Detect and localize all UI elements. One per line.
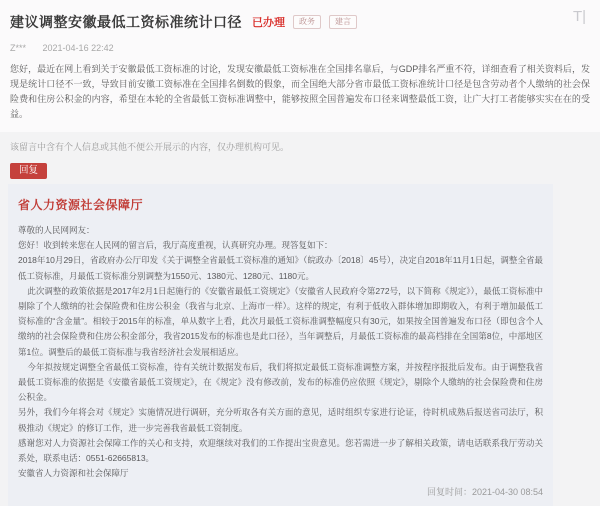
- reply-time: 回复时间：2021-04-30 08:54: [426, 487, 543, 498]
- reply-panel: [8, 184, 553, 506]
- reply-paragraph: 另外，我们今年将会对《规定》实施情况进行调研，充分听取各有关方面的意见，适时组织专家进行论证，待时机成熟后报送省司法厅，积极推动《规定》的修订工作，进一步完善我省最低工资制度。: [18, 407, 543, 433]
- post-card: [0, 0, 600, 132]
- reply-department: 省人力资源社会保障厅: [18, 198, 144, 212]
- reply-paragraph: 今年拟按规定调整全省最低工资标准，待有关统计数据发布后，我们将拟定最低工资标准调整方案，并按程序报批后发布。由于调整我省最低工资标准的依据是《安徽省最低工资规定》，在《规定》没有修改前，发布的标准仍应依照《规定》，剔除个人缴纳的社会保险费和住房公积金。: [18, 361, 543, 403]
- privacy-note: 该留言中含有个人信息或其他不便公开展示的内容，仅办理机构可见。: [10, 142, 290, 152]
- tag-type[interactable]: 建言: [329, 15, 357, 29]
- reply-badge: 回复: [10, 163, 47, 179]
- reply-paragraph: 感谢您对人力资源社会保障工作的关心和支持，欢迎继续对我们的工作提出宝贵意见。您若需进一步了解相关政策，请电话联系我厅劳动关系处，联系电话：0551-62665813。: [18, 437, 543, 464]
- reply-paragraph: 2018年10月29日，省政府办公厅印发《关于调整全省最低工资标准的通知》（皖政办〔2018〕45号），决定自2018年11月1日起，调整全省最低工资标准，月最低工资标准分别调整为1550元、1380元、1280元、1180元。: [18, 255, 543, 281]
- post-meta: [10, 43, 590, 53]
- post-content: 您好，最近在网上看到关于安徽最低工资标准的讨论，发现安徽最低工资标准在全国排名靠后，与GDP排名严重不符，详细查看了相关资料后，发现是统计口径不一致，导致目前安徽工资标准在全国排名倒数的假象，而全国绝大部分省市最低工资标准统计口径是包含劳动者个人缴纳的社会保险费和住房公积金的内容，希望在本轮的全省最低工资标准调整中，能够按照全国普遍发布口径来调整最低工资，让广大打工者能够实实在在的受益。: [10, 64, 590, 119]
- post-time: 2021-04-16 22:42: [42, 43, 114, 53]
- post-title-row: [10, 12, 590, 32]
- reply-signature: 安徽省人力资源和社会保障厅: [18, 468, 129, 479]
- reply-paragraph: 您好！收到转来您在人民网的留言后，我厅高度重视，认真研究办理。现答复如下：: [18, 240, 333, 251]
- post-title: 建议调整安徽最低工资标准统计口径: [10, 14, 242, 30]
- reply-salutation: 尊敬的人民网网友：: [18, 225, 95, 235]
- tag-category[interactable]: 政务: [293, 15, 321, 29]
- status-badge: 已办理: [252, 17, 285, 29]
- font-size-icon[interactable]: T|: [572, 8, 586, 25]
- reply-paragraph: 此次调整的政策依据是2017年2月1日起施行的《安徽省最低工资规定》（安徽省人民政府令第272号，以下简称《规定》），最低工资标准中剔除了个人缴纳的社会保险费和住房公积金（我省与北京、上海市一样）。这样的规定，有利于低收入群体增加即期收入，有利于增加最低工资标准的“含金量”。相较于2015年的标准，单从数字上看，此次月最低工资标准调整幅度只有30元，如果按全国普遍发布口径（即包含个人缴纳的社会保险费和住房公积金部分，我省2015发布的标准也是此口径），当年调整后，月最低工资标准的最高档排在全国第8位，中部地区第1位。调整后的最低工资标准与我省经济社会发展相适应。: [18, 285, 543, 357]
- post-author: Z***: [10, 43, 27, 53]
